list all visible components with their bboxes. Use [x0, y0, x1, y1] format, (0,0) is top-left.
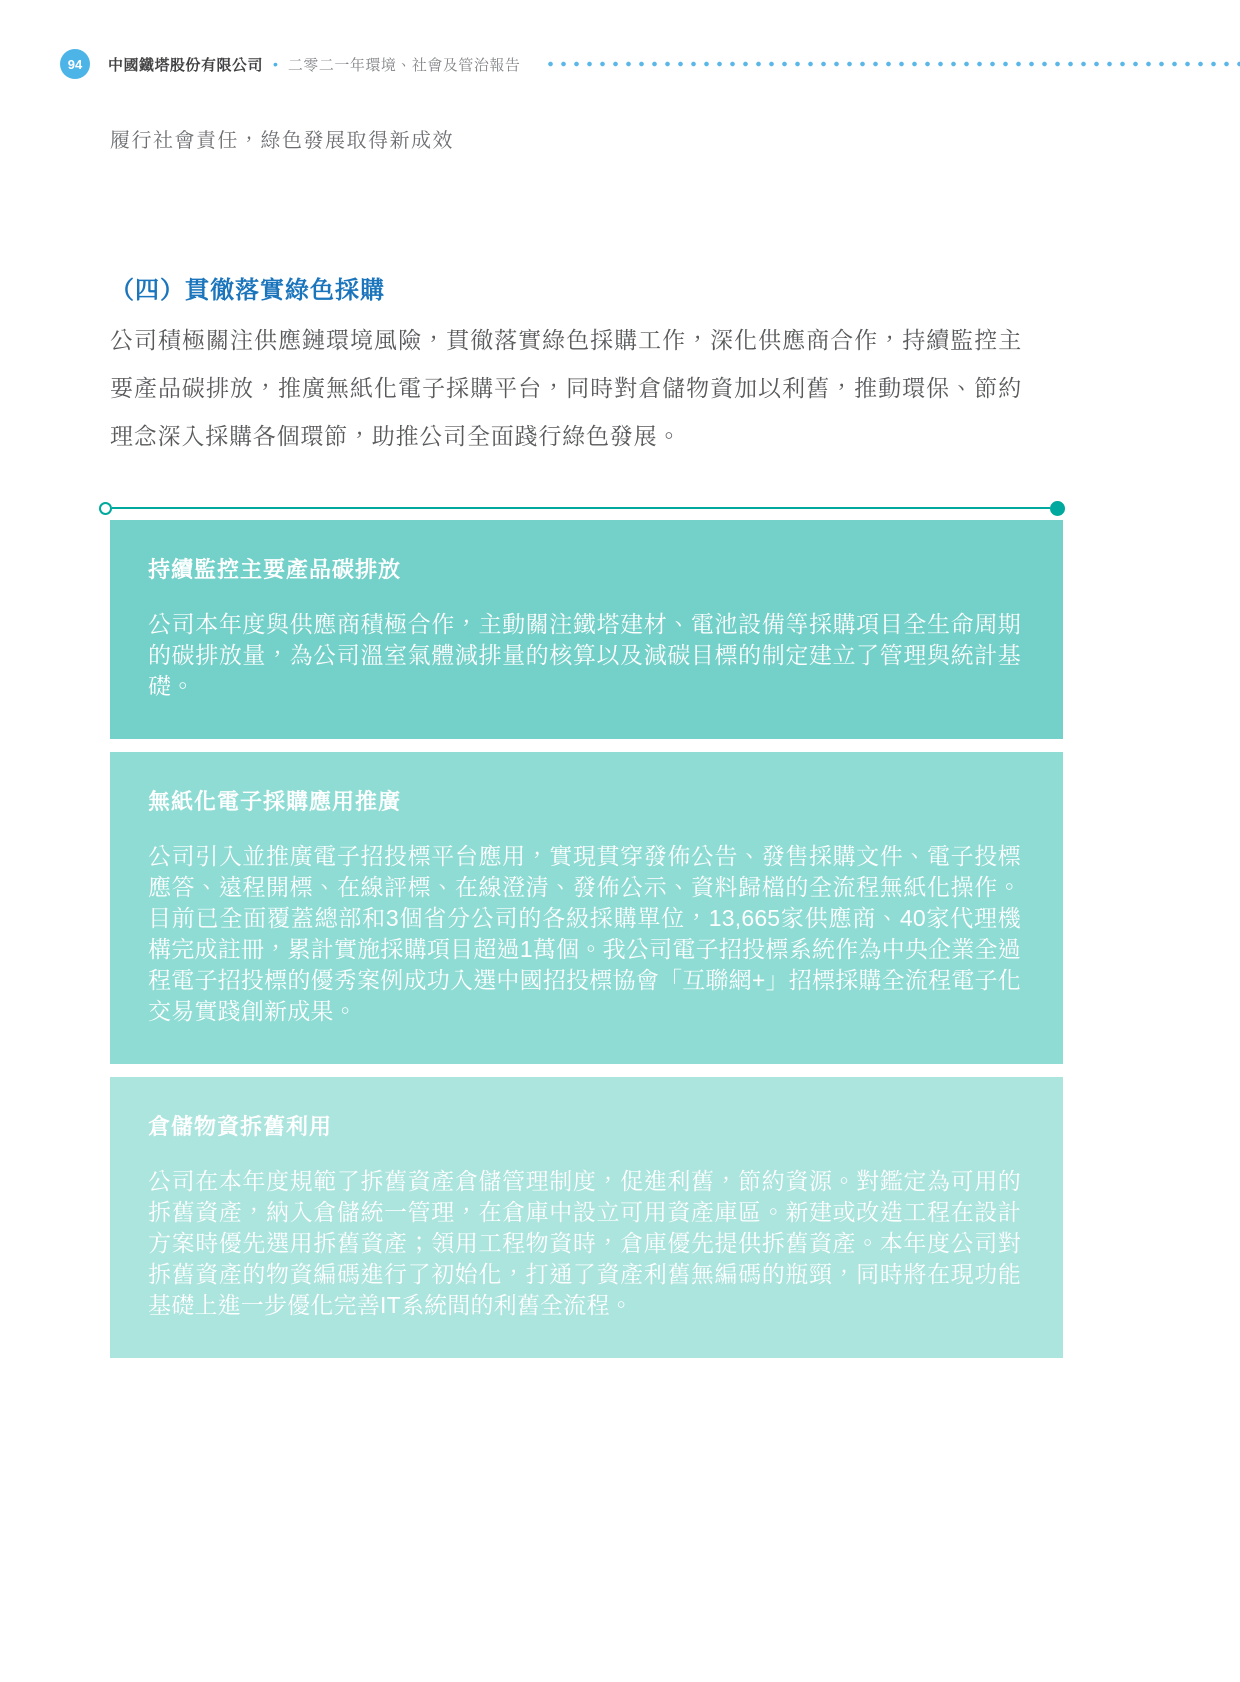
- dotted-leader-line: [544, 61, 1240, 67]
- report-title: 二零二一年環境、社會及管治報告: [287, 56, 521, 74]
- timeline-line: [112, 507, 1050, 510]
- page-header: [60, 49, 1240, 79]
- page-number-badge: 94: [60, 49, 90, 79]
- section-intro-paragraph: 公司積極關注供應鏈環境風險，貫徹落實綠色採購工作，深化供應商合作，持續監控主要產品碳排放，推廣無紙化電子採購平台，同時對倉儲物資加以利舊，推動環保、節約理念深入採購各個環節，助推公司全面踐行綠色發展。: [110, 327, 1022, 449]
- timeline-end-dot-icon: [1050, 501, 1065, 516]
- card-warehouse-reuse: [110, 1077, 1063, 1358]
- header-separator-dot: •: [273, 56, 278, 72]
- section-heading: （四）貫徹落實綠色採購: [110, 277, 385, 304]
- company-name: 中國鐵塔股份有限公司: [108, 56, 264, 74]
- card-title: 無紙化電子採購應用推廣: [148, 789, 402, 814]
- card-title: 持續監控主要產品碳排放: [148, 557, 402, 582]
- card-carbon-monitoring: [110, 520, 1063, 739]
- card-body: 公司本年度與供應商積極合作，主動關注鐵塔建材、電池設備等採購項目全生命周期的碳排放量，為公司溫室氣體減排量的核算以及減碳目標的制定建立了管理與統計基礎。: [148, 611, 1021, 699]
- highlight-cards: [110, 520, 1063, 1358]
- chapter-subtitle: 履行社會責任，綠色發展取得新成效: [110, 130, 454, 152]
- card-body: 公司引入並推廣電子招投標平台應用，實現貫穿發佈公告、發售採購文件、電子投標應答、遠程開標、在線評標、在線澄清、發佈公示、資料歸檔的全流程無紙化操作。目前已全面覆蓋總部和3個省分公司的各級採購單位，13,665家供應商、40家代理機構完成註冊，累計實施採購項目超過1萬個。我公司電子招投標系統作為中央企業全過程電子招投標的優秀案例成功入選中國招投標協會「互聯網+」招標採購全流程電子化交易實踐創新成果。: [148, 843, 1021, 1024]
- card-body: 公司在本年度規範了拆舊資產倉儲管理制度，促進利舊，節約資源。對鑑定為可用的拆舊資產，納入倉儲統一管理，在倉庫中設立可用資產庫區。新建或改造工程在設計方案時優先選用拆舊資產；領用工程物資時，倉庫優先提供拆舊資產。本年度公司對拆舊資產的物資編碼進行了初始化，打通了資產利舊無編碼的瓶頸，同時將在現功能基礎上進一步優化完善IT系統間的利舊全流程。: [148, 1168, 1021, 1318]
- timeline-divider: [99, 500, 1065, 516]
- timeline-start-ring-icon: [99, 502, 112, 515]
- card-paperless-procurement: [110, 752, 1063, 1064]
- card-title: 倉儲物資拆舊利用: [148, 1114, 333, 1139]
